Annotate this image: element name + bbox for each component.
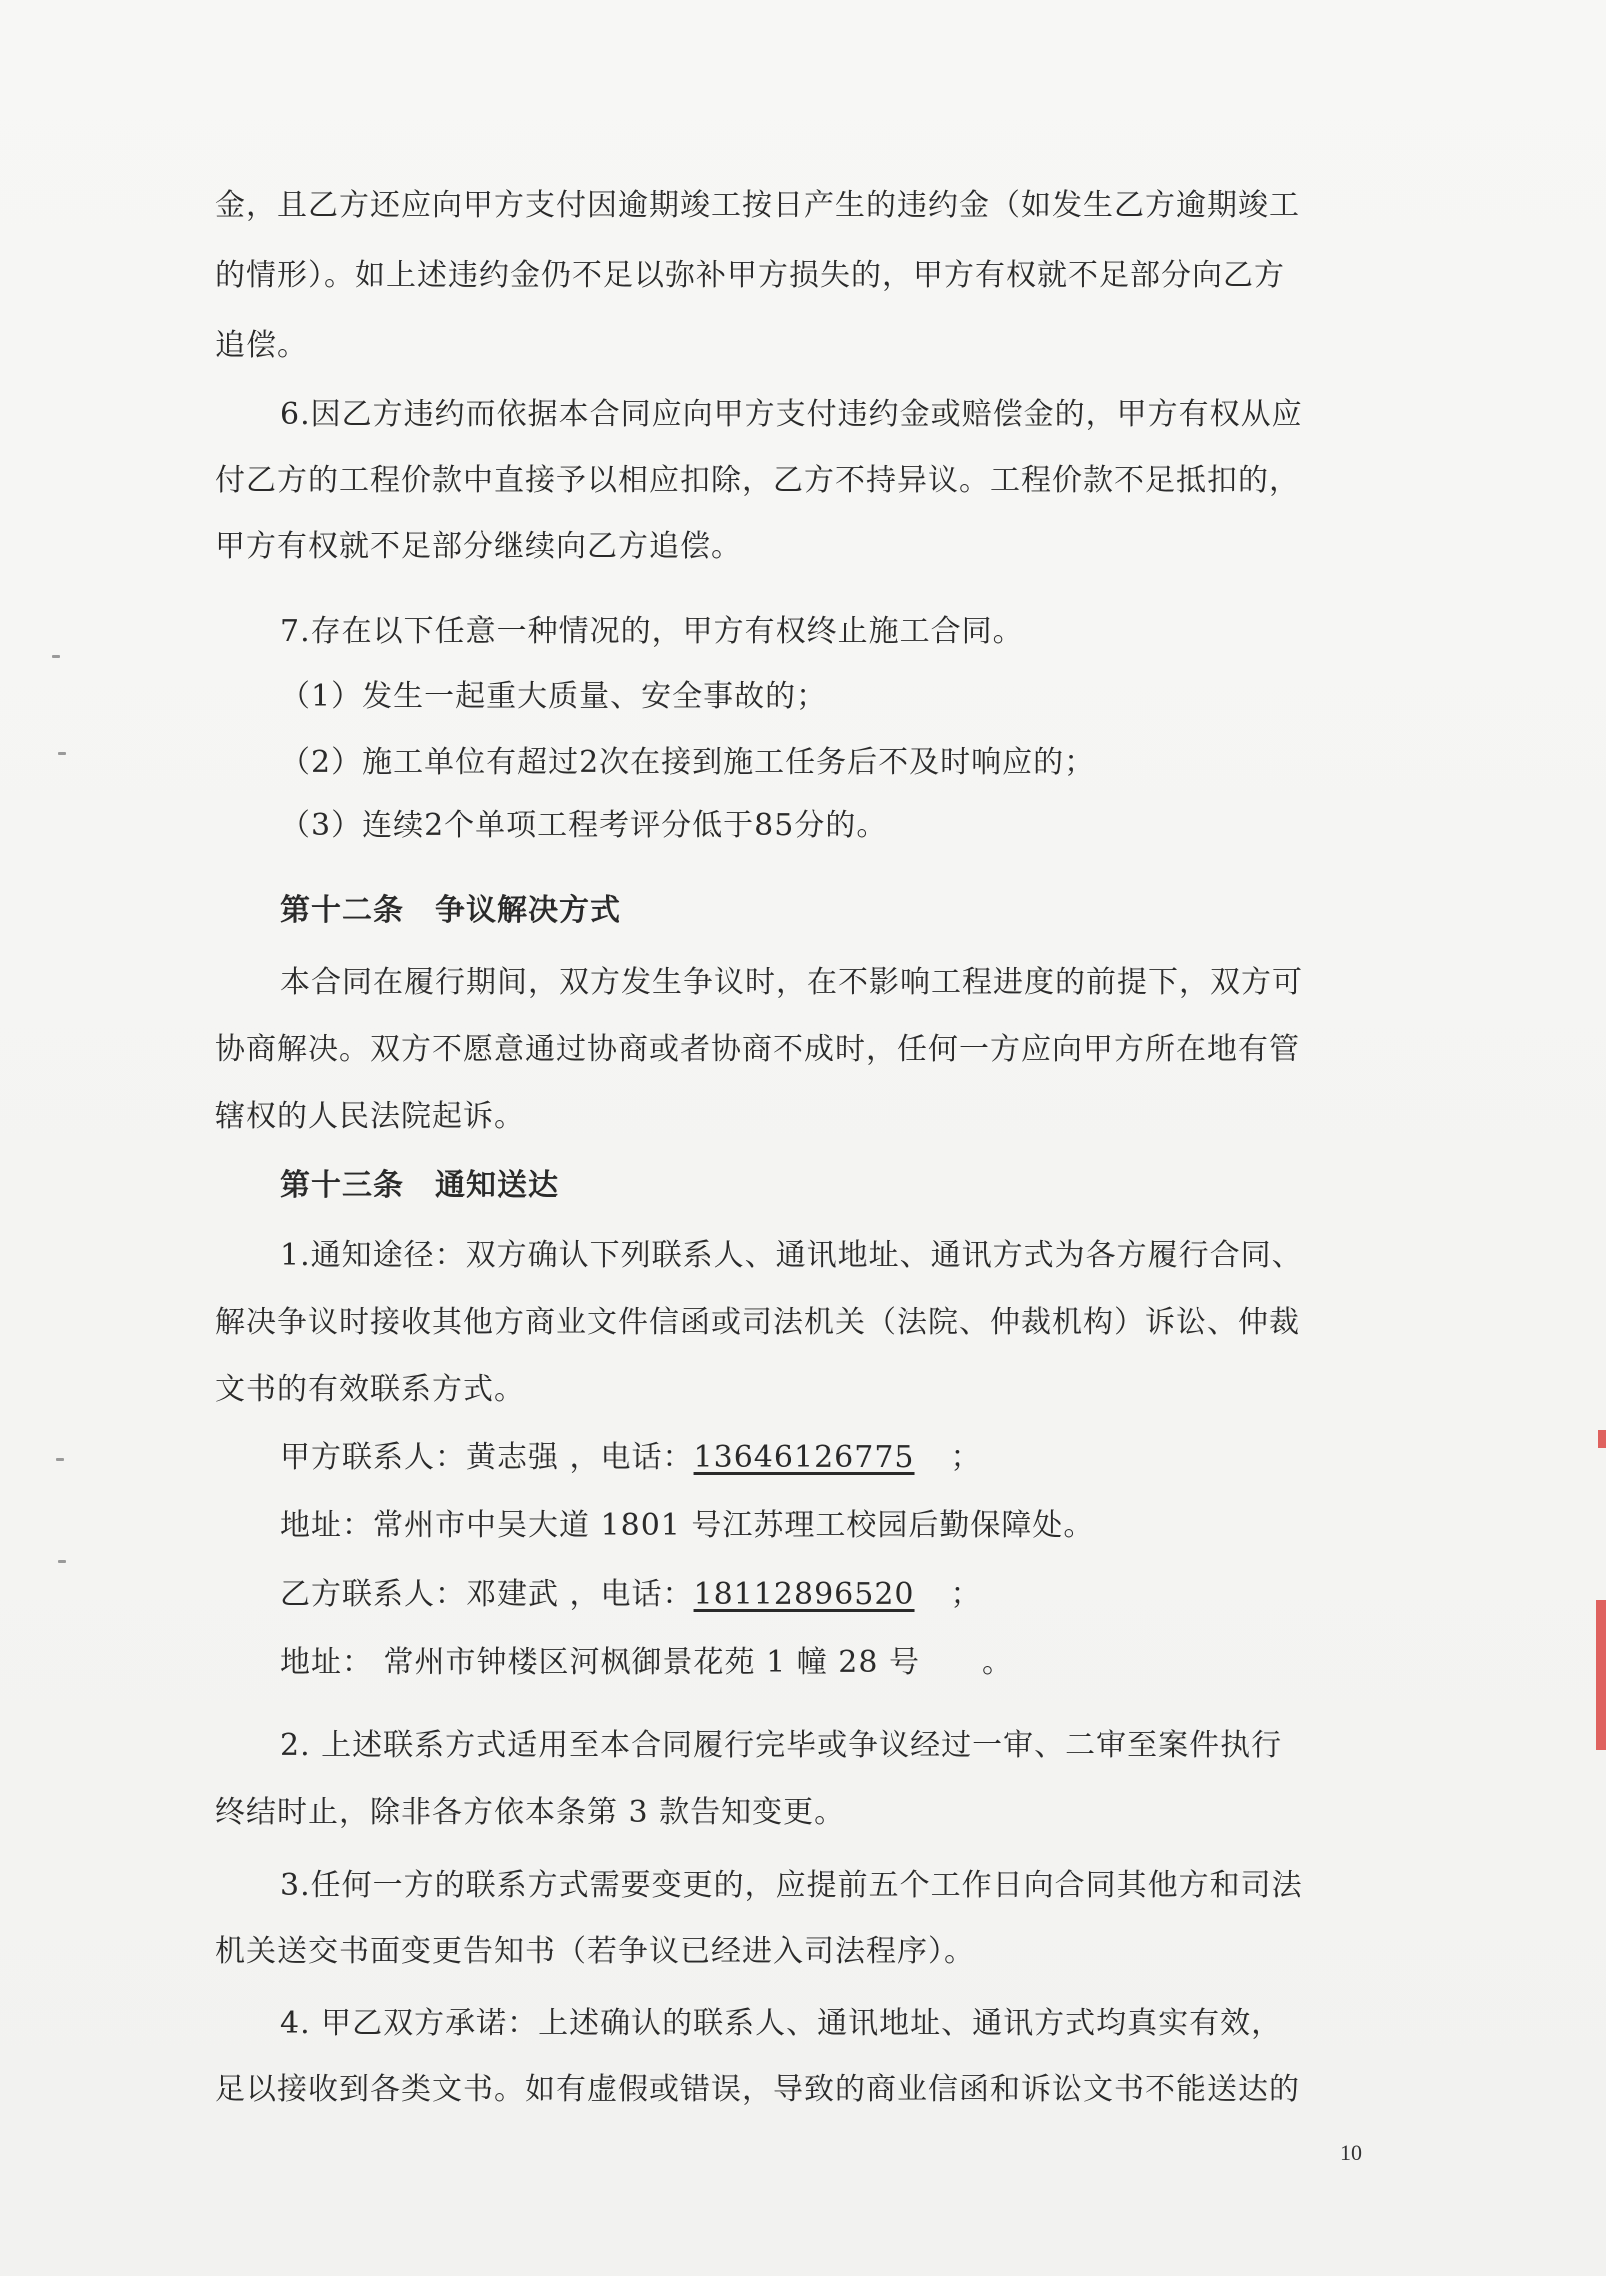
list-item: （1）发生一起重大质量、安全事故的；: [280, 679, 828, 714]
body-line: 金，且乙方还应向甲方支付因逾期竣工按日产生的违约金（如发生乙方逾期竣工: [215, 188, 1300, 223]
page-number: 10: [1340, 2140, 1362, 2165]
contact-a-address: 地址：常州市中吴大道 1801 号江苏理工校园后勤保障处。: [280, 1508, 1095, 1543]
body-line: 追偿。: [215, 328, 308, 363]
body-line: 1.通知途径：双方确认下列联系人、通讯地址、通讯方式为各方履行合同、: [280, 1238, 1303, 1273]
body-line: 的情形）。如上述违约金仍不足以弥补甲方损失的，甲方有权就不足部分向乙方: [215, 258, 1285, 293]
list-item: （2）施工单位有超过2次在接到施工任务后不及时响应的；: [280, 745, 1096, 780]
body-line: 足以接收到各类文书。如有虚假或错误，导致的商业信函和诉讼文书不能送达的: [215, 2072, 1300, 2107]
scan-mark: [58, 752, 66, 755]
contact-a-label: 甲方联系人：黄志强 ，电话：: [280, 1440, 694, 1475]
clause-4-line: 4. 甲乙双方承诺：上述确认的联系人、通讯地址、通讯方式均真实有效，: [280, 2006, 1283, 2041]
scan-mark: [56, 1458, 64, 1461]
clause-2-line: 2. 上述联系方式适用至本合同履行完毕或争议经过一审、二审至案件执行: [280, 1728, 1283, 1763]
scan-mark: [58, 1560, 66, 1563]
contact-b-label: 乙方联系人：邓建武 ，电话：: [280, 1577, 694, 1612]
contact-a-line: [280, 1438, 982, 1478]
contact-a-phone: 13646126775: [693, 1440, 915, 1475]
clause-3-line: 3.任何一方的联系方式需要变更的，应提前五个工作日向合同其他方和司法: [280, 1868, 1303, 1903]
contact-b-suffix: ；: [950, 1577, 982, 1612]
body-line: 辖权的人民法院起诉。: [215, 1099, 525, 1134]
seal-edge: [1598, 1430, 1606, 1448]
body-line: 终结时止，除非各方依本条第 3 款告知变更。: [215, 1795, 846, 1830]
body-line: 解决争议时接收其他方商业文件信函或司法机关（法院、仲裁机构）诉讼、仲裁: [215, 1305, 1300, 1340]
section-heading: 第十三条 通知送达: [280, 1168, 559, 1203]
contact-b-address: 地址： 常州市钟楼区河枫御景花苑 1 幢 28 号 。: [280, 1645, 1013, 1680]
body-line: 付乙方的工程价款中直接予以相应扣除，乙方不持异议。工程价款不足抵扣的，: [215, 463, 1300, 498]
body-line: 机关送交书面变更告知书（若争议已经进入司法程序）。: [215, 1934, 975, 1969]
section-heading: 第十二条 争议解决方式: [280, 893, 621, 928]
clause-7-line: 7.存在以下任意一种情况的，甲方有权终止施工合同。: [280, 614, 1024, 649]
clause-6-line: 6.因乙方违约而依据本合同应向甲方支付违约金或赔偿金的，甲方有权从应: [280, 397, 1303, 432]
body-line: 本合同在履行期间，双方发生争议时，在不影响工程进度的前提下，双方可: [280, 965, 1303, 1000]
contact-b-phone: 18112896520: [693, 1577, 915, 1612]
scan-mark: [52, 655, 60, 658]
contact-b-line: [280, 1575, 982, 1615]
body-line: 甲方有权就不足部分继续向乙方追偿。: [215, 529, 742, 564]
body-line: 文书的有效联系方式。: [215, 1372, 525, 1407]
list-item: （3）连续2个单项工程考评分低于85分的。: [280, 808, 888, 843]
seal-edge: [1596, 1600, 1606, 1750]
contact-a-suffix: ；: [950, 1440, 982, 1475]
body-line: 协商解决。双方不愿意通过协商或者协商不成时，任何一方应向甲方所在地有管: [215, 1032, 1300, 1067]
